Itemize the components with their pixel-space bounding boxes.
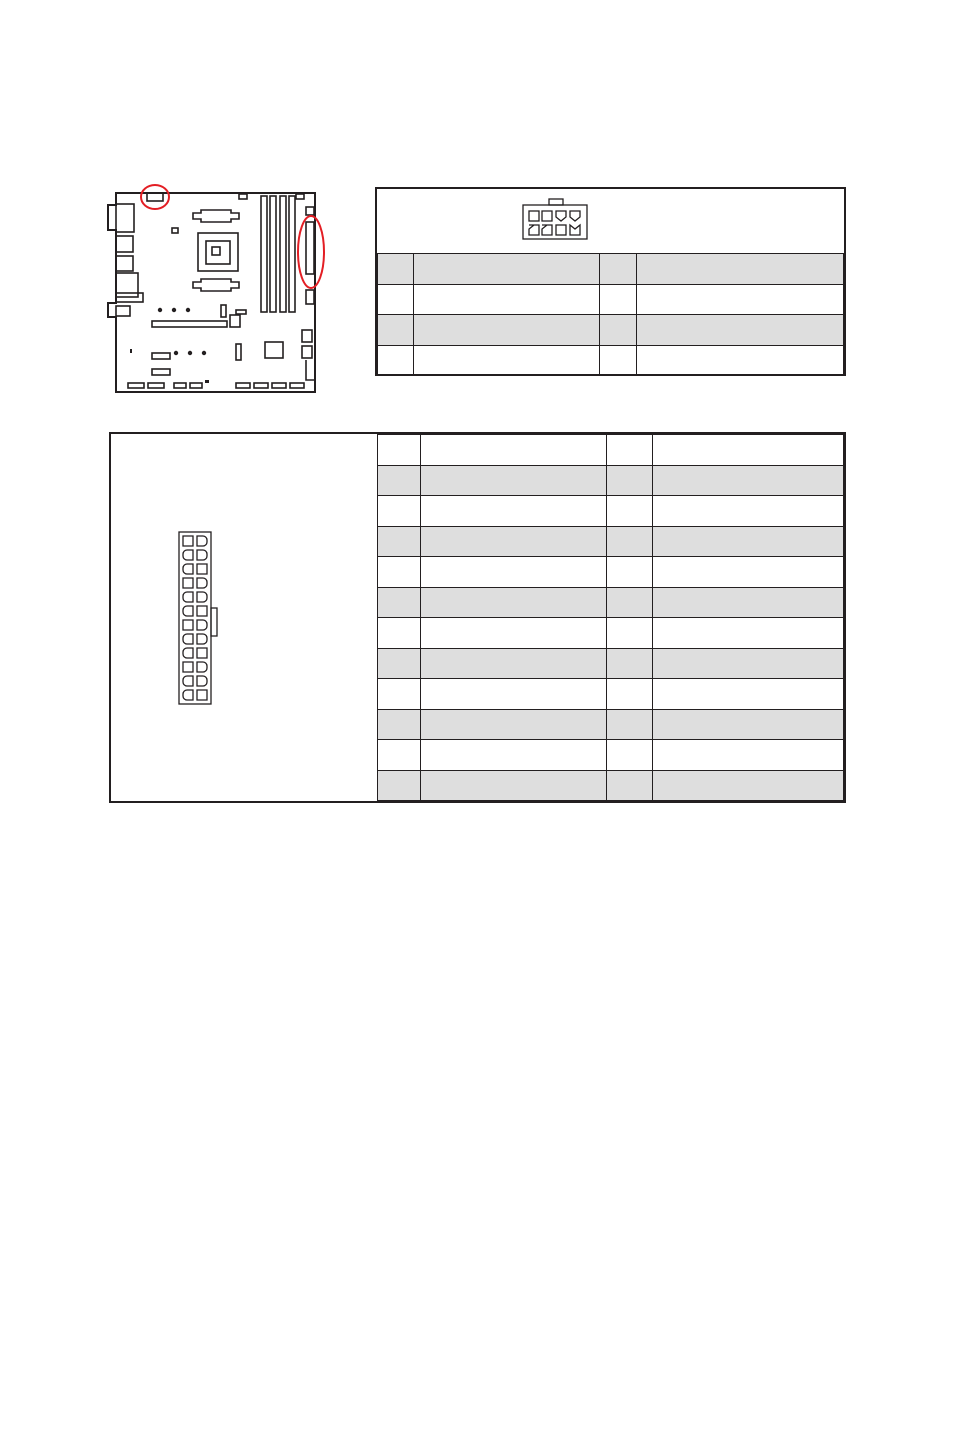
table-row [378, 587, 844, 618]
table-cell [421, 618, 607, 649]
table-cell [607, 435, 653, 466]
connector-pin [197, 536, 207, 546]
table-cell [421, 526, 607, 557]
table-cell [607, 740, 653, 771]
table-cell [653, 770, 844, 801]
table-cell [607, 496, 653, 527]
table-cell [378, 587, 421, 618]
table-cell [653, 648, 844, 679]
table-cell [607, 526, 653, 557]
connector-pin [197, 634, 207, 644]
table-cell [378, 465, 421, 496]
connector-pin [197, 676, 207, 686]
table-cell [653, 709, 844, 740]
table-cell [421, 740, 607, 771]
table-cell [378, 496, 421, 527]
table-row [378, 345, 844, 376]
connector-pin [183, 592, 193, 602]
table-row [378, 618, 844, 649]
table-cell [378, 557, 421, 588]
table-row [378, 679, 844, 710]
motherboard-diagram [100, 180, 325, 395]
connector-24pin-icon [177, 530, 221, 708]
connector-pin [183, 620, 193, 630]
atx-power-pinout-table [109, 432, 846, 803]
table-cell [607, 557, 653, 588]
table-cell [653, 740, 844, 771]
table-row [378, 709, 844, 740]
table-cell [421, 557, 607, 588]
connector-pin [197, 648, 207, 658]
table-row [378, 254, 844, 285]
connector-pin [183, 690, 193, 700]
table-row [378, 435, 844, 466]
table-row [378, 648, 844, 679]
table-row [378, 315, 844, 346]
table-cell [653, 465, 844, 496]
table-row [378, 740, 844, 771]
table-row [378, 557, 844, 588]
table-cell [607, 587, 653, 618]
connector-pin [197, 564, 207, 574]
connector-pin [197, 592, 207, 602]
table-cell [607, 709, 653, 740]
atx-power-connector-cell [111, 434, 378, 801]
table-cell [378, 618, 421, 649]
cpu-power-pin-rows [377, 253, 844, 376]
table-row [378, 770, 844, 801]
connector-8pin-icon [521, 197, 591, 243]
table-cell [421, 709, 607, 740]
cpu-power-highlight [141, 185, 169, 209]
table-row [378, 496, 844, 527]
table-cell [421, 496, 607, 527]
table-cell [653, 496, 844, 527]
connector-pin [197, 620, 207, 630]
table-cell [378, 679, 421, 710]
table-cell [607, 465, 653, 496]
cpu-power-pinout-table [375, 187, 846, 376]
table-cell [378, 770, 421, 801]
table-cell [607, 770, 653, 801]
atx-power-highlight [298, 216, 324, 288]
table-cell [421, 465, 607, 496]
table-cell [421, 435, 607, 466]
table-row [378, 284, 844, 315]
cpu-power-connector-header [377, 189, 844, 254]
connector-pin [183, 662, 193, 672]
table-cell [607, 648, 653, 679]
connector-pin [183, 536, 193, 546]
connector-pin [183, 634, 193, 644]
table-cell [421, 770, 607, 801]
table-cell [421, 587, 607, 618]
connector-pin [183, 676, 193, 686]
table-cell [378, 740, 421, 771]
table-cell [421, 679, 607, 710]
table-row [378, 465, 844, 496]
atx-power-pin-rows [377, 434, 844, 801]
table-cell [653, 526, 844, 557]
connector-pin [197, 662, 207, 672]
table-cell [653, 435, 844, 466]
table-cell [421, 648, 607, 679]
connector-pin [183, 648, 193, 658]
table-cell [378, 435, 421, 466]
table-cell [607, 679, 653, 710]
connector-pin [183, 550, 193, 560]
connector-pin [183, 606, 193, 616]
connector-pin [197, 606, 207, 616]
connector-pin [183, 564, 193, 574]
table-cell [378, 709, 421, 740]
connector-pin [197, 578, 207, 588]
connector-pin [197, 550, 207, 560]
table-cell [607, 618, 653, 649]
table-cell [378, 526, 421, 557]
table-cell [653, 618, 844, 649]
table-cell [653, 679, 844, 710]
table-cell [653, 557, 844, 588]
table-cell [653, 587, 844, 618]
table-row [378, 526, 844, 557]
table-cell [378, 648, 421, 679]
connector-pin [197, 690, 207, 700]
connector-pin [183, 578, 193, 588]
